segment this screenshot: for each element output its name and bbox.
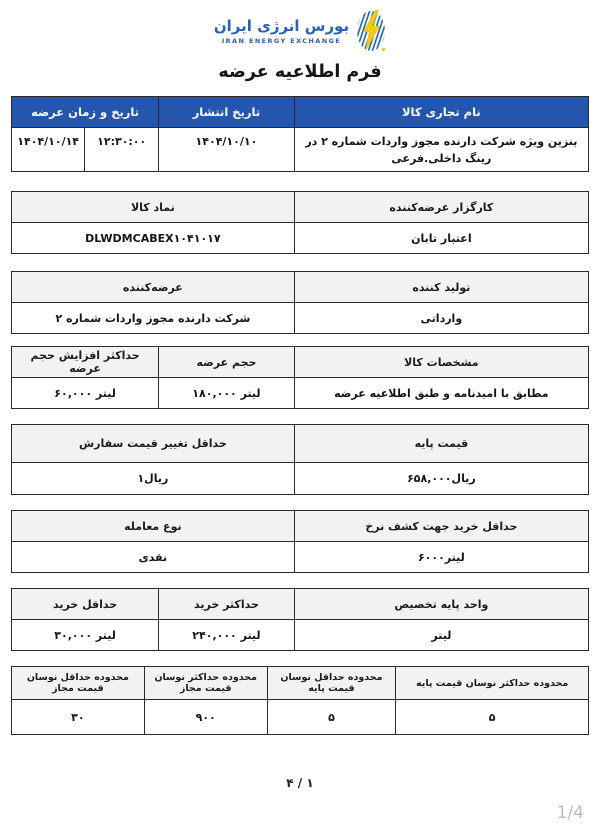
- value-cell-trade-name: بنزین ویژه شرکت دارنده مجوز واردات شماره ۲ در رینگ داخلی.فرعی: [294, 128, 588, 172]
- price-table: [11, 424, 589, 495]
- value-cell-min-base-range: ۵: [267, 700, 396, 735]
- table-header-row: [12, 425, 589, 463]
- table-row: [12, 378, 589, 409]
- header-cell-offer-datetime: تاریخ و زمان عرضه: [12, 97, 159, 128]
- table-row: [12, 128, 589, 172]
- value-cell-min-allowed-range: ۳۰: [12, 700, 145, 735]
- fluctuation-table: [11, 666, 589, 735]
- commodity-table: [11, 96, 589, 172]
- table-row: [12, 223, 589, 254]
- header-cell-min-base-range: محدوده حداقل نوسان قیمت پایه: [267, 667, 396, 700]
- table-header-row: [12, 192, 589, 223]
- value-cell-publish-date: ۱۴۰۴/۱۰/۱۰: [159, 128, 295, 172]
- table-row: [12, 303, 589, 334]
- value-cell-offer-time: ۱۲:۳۰:۰۰: [85, 128, 159, 172]
- header-cell-allocation-unit: واحد پایه تخصیص: [294, 589, 588, 620]
- broker-table: [11, 191, 589, 254]
- table-header-row: [12, 667, 589, 700]
- logo-title-farsi: بورس انرژی ایران: [213, 17, 350, 35]
- specs-table: [11, 346, 589, 409]
- value-cell-min-buy: لیتر ۳۰,۰۰۰: [12, 620, 159, 651]
- header-cell-publish-date: تاریخ انتشار: [159, 97, 295, 128]
- table-row: [12, 700, 589, 735]
- header-cell-max-base-range: محدوده حداکثر نوسان قیمت پایه: [396, 667, 589, 700]
- table-row: [12, 542, 589, 573]
- value-cell-trade-type: نقدی: [12, 542, 295, 573]
- value-cell-symbol: DLWDMCABEX۱۰۴۱۰۱۷: [12, 223, 295, 254]
- page-number: ۱ / ۴: [286, 776, 314, 790]
- value-cell-min-tick: ریال۱: [12, 463, 295, 495]
- table-row: [12, 620, 589, 651]
- page-title: فرم اطلاعیه عرضه: [218, 62, 382, 82]
- value-cell-volume: لیتر ۱۸۰,۰۰۰: [159, 378, 295, 409]
- header-cell-min-allowed-range: محدوده حداقل نوسان قیمت مجاز: [12, 667, 145, 700]
- header-cell-symbol: نماد کالا: [12, 192, 295, 223]
- header-cell-volume: حجم عرضه: [159, 347, 295, 378]
- value-cell-base-price: ریال۶۵۸,۰۰۰: [294, 463, 588, 495]
- value-cell-offer-date: ۱۴۰۴/۱۰/۱۴: [12, 128, 85, 172]
- value-cell-producer: وارداتی: [294, 303, 588, 334]
- header-cell-producer: تولید کننده: [294, 272, 588, 303]
- logo-text-block: [214, 17, 349, 45]
- header-cell-specs: مشخصات کالا: [294, 347, 588, 378]
- table-header-row: [12, 347, 589, 378]
- header-cell-max-allowed-range: محدوده حداکثر نوسان قیمت مجاز: [144, 667, 267, 700]
- value-cell-supplier: شرکت دارنده مجوز واردات شماره ۲: [12, 303, 295, 334]
- header-cell-min-buy-discovery: حداقل خرید جهت کشف نرخ: [294, 511, 588, 542]
- value-cell-max-buy: لیتر ۲۴۰,۰۰۰: [159, 620, 295, 651]
- iran-energy-exchange-logo: [11, 10, 589, 52]
- header-cell-trade-type: نوع معامله: [12, 511, 295, 542]
- table-header-row: [12, 272, 589, 303]
- header-cell-max-increase: حداکثر افزایش حجم عرضه: [12, 347, 159, 378]
- allocation-table: [11, 588, 589, 651]
- value-cell-max-base-range: ۵: [396, 700, 589, 735]
- value-cell-max-increase: لیتر ۶۰,۰۰۰: [12, 378, 159, 409]
- header-cell-trade-name: نام تجاری کالا: [294, 97, 588, 128]
- header-cell-supplier: عرضه‌کننده: [12, 272, 295, 303]
- logo-subtitle-english: IRAN ENERGY EXCHANGE: [221, 37, 342, 45]
- value-cell-allocation-unit: لیتر: [294, 620, 588, 651]
- discovery-table: [11, 510, 589, 573]
- value-cell-min-buy-discovery: لیتر۶۰۰۰: [294, 542, 588, 573]
- value-cell-broker: اعتبار تابان: [294, 223, 588, 254]
- value-cell-specs: مطابق با امیدنامه و طبق اطلاعیه عرضه: [294, 378, 588, 409]
- header-cell-min-buy: حداقل خرید: [12, 589, 159, 620]
- value-cell-max-allowed-range: ۹۰۰: [144, 700, 267, 735]
- table-row: [12, 463, 589, 495]
- energy-exchange-logo-icon: [356, 10, 386, 52]
- header-cell-broker: کارگزار عرضه‌کننده: [294, 192, 588, 223]
- table-header-row: [12, 589, 589, 620]
- producer-table: [11, 271, 589, 334]
- table-header-row: [12, 97, 589, 128]
- viewer-page-indicator: 1/4: [556, 803, 584, 823]
- header-cell-max-buy: حداکثر خرید: [159, 589, 295, 620]
- table-header-row: [12, 511, 589, 542]
- header-cell-base-price: قیمت پایه: [294, 425, 588, 463]
- header-cell-min-tick: حداقل تغییر قیمت سفارش: [12, 425, 295, 463]
